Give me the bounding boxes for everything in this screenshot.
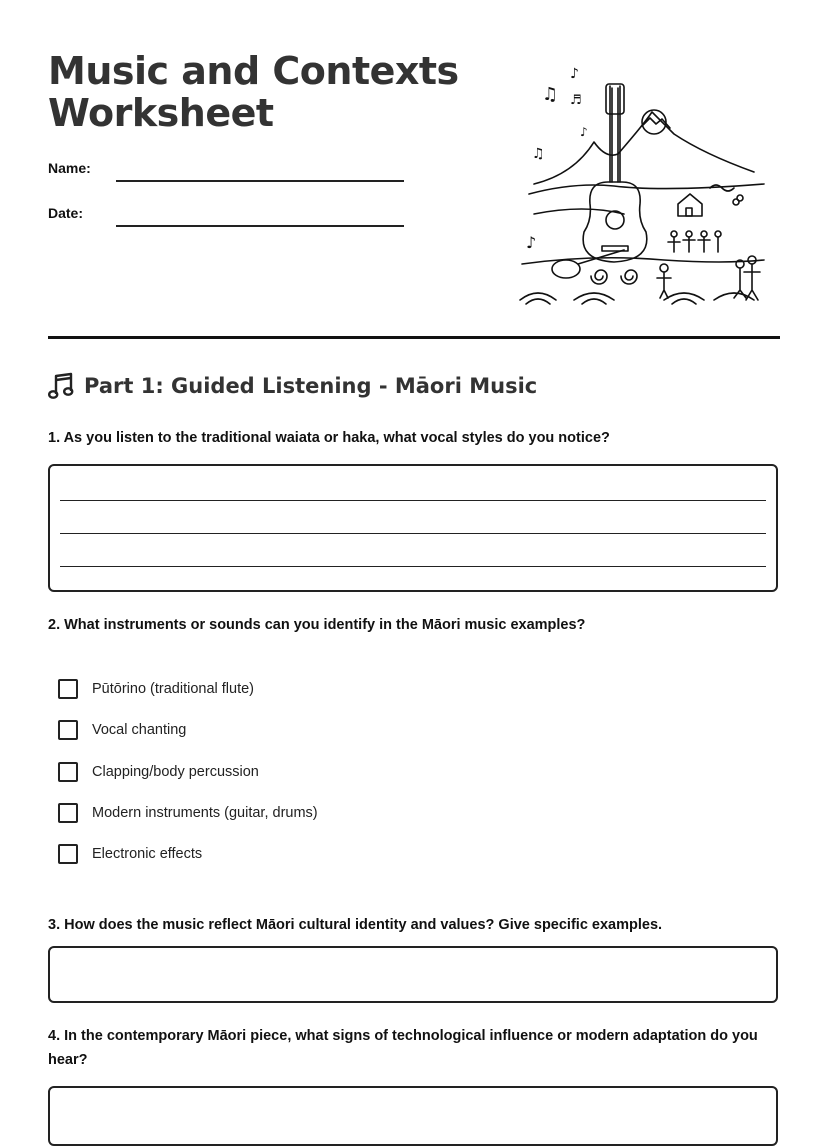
- checkbox-option-modern-instruments[interactable]: [58, 803, 318, 823]
- checkbox-option-vocal-chanting[interactable]: [58, 720, 186, 740]
- checkbox[interactable]: [58, 679, 78, 699]
- checkbox-label: Modern instruments (guitar, drums): [92, 805, 318, 821]
- checkbox-label: Vocal chanting: [92, 722, 187, 738]
- guitar-landscape-illustration: [514, 64, 770, 310]
- header-divider: [48, 336, 780, 339]
- answer-box-4[interactable]: [48, 1086, 778, 1146]
- question-4: 4. In the contemporary Māori piece, what signs of technological influence or modern adaptation do you hear?: [48, 1028, 758, 1068]
- checkbox-label: Electronic effects: [92, 846, 203, 862]
- part1-heading-text: Part 1: Guided Listening - Māori Music: [84, 374, 538, 398]
- answer-box-1[interactable]: [48, 464, 778, 592]
- checkbox-option-clapping[interactable]: [58, 762, 259, 782]
- answer-line: [60, 500, 766, 501]
- svg-text:♬: ♬: [570, 93, 582, 108]
- date-field[interactable]: [116, 225, 404, 227]
- name-field[interactable]: [116, 180, 404, 182]
- question-3: 3. How does the music reflect Māori cultural identity and values? Give specific examples.: [48, 917, 663, 933]
- part1-heading: [48, 372, 537, 400]
- svg-text:♪: ♪: [570, 66, 579, 82]
- answer-box-3[interactable]: [48, 946, 778, 1003]
- question-2: 2. What instruments or sounds can you identify in the Māori music examples?: [48, 617, 586, 633]
- svg-text:♪: ♪: [580, 125, 588, 139]
- question-1: 1. As you listen to the traditional waiata or haka, what vocal styles do you notice?: [48, 430, 610, 446]
- name-label: Name:: [48, 160, 91, 176]
- checkbox[interactable]: [58, 844, 78, 864]
- checkbox[interactable]: [58, 762, 78, 782]
- svg-text:♫: ♫: [532, 146, 545, 162]
- title-line-2: Worksheet: [48, 91, 274, 135]
- svg-text:♫: ♫: [542, 84, 559, 105]
- answer-line: [60, 566, 766, 567]
- checkbox-label: Clapping/body percussion: [92, 764, 259, 780]
- checkbox[interactable]: [58, 720, 78, 740]
- svg-text:♪: ♪: [526, 233, 537, 252]
- music-note-icon: [48, 372, 74, 400]
- date-label: Date:: [48, 205, 84, 221]
- page-title: [48, 50, 459, 134]
- checkbox-option-electronic-effects[interactable]: [58, 844, 202, 864]
- title-line-1: Music and Contexts: [48, 49, 459, 93]
- checkbox-label: Pūtōrino (traditional flute): [92, 681, 254, 697]
- checkbox[interactable]: [58, 803, 78, 823]
- answer-line: [60, 533, 766, 534]
- checkbox-option-putorino[interactable]: [58, 679, 254, 699]
